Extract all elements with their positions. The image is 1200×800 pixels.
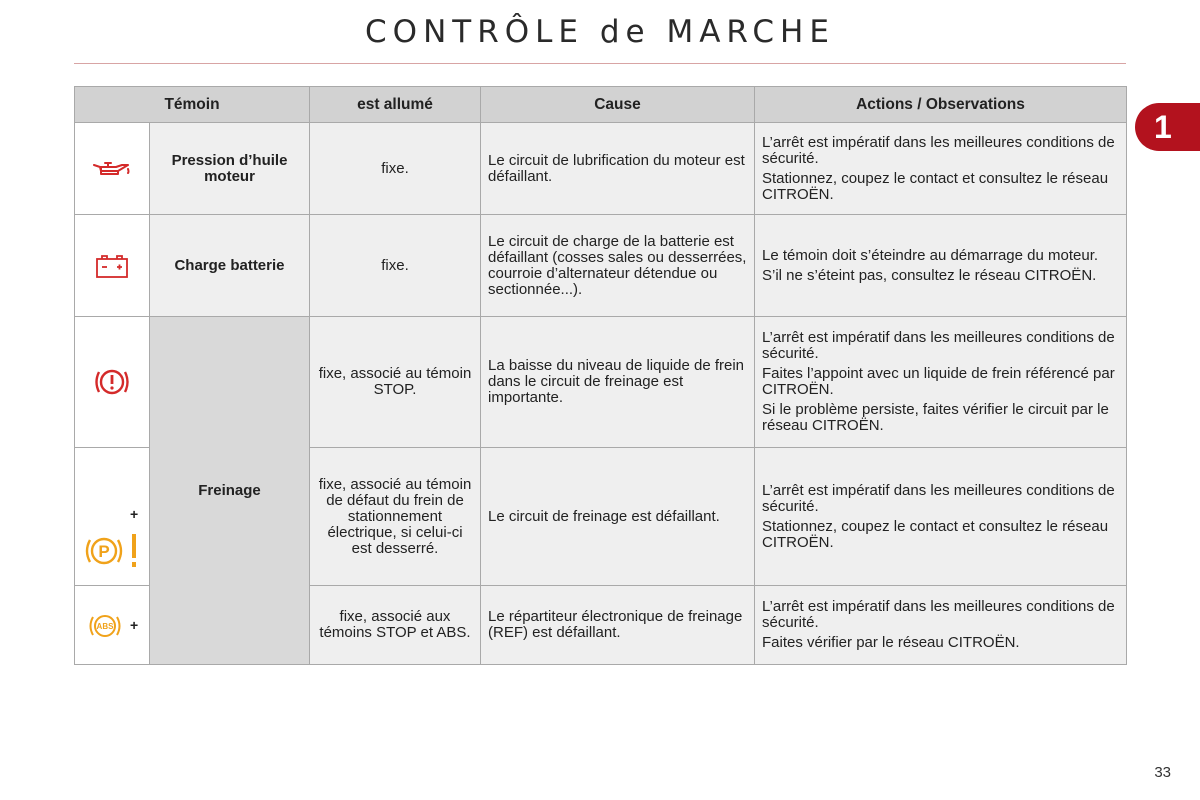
action-text: Stationnez, coupez le contact et consultez le réseau CITROËN. <box>762 169 1109 203</box>
action-text: Stationnez, coupez le contact et consultez le réseau CITROËN. <box>762 517 1109 551</box>
page-number: 33 <box>1154 764 1171 781</box>
lamp-actions <box>755 586 1127 665</box>
table-header-row <box>75 87 1127 123</box>
plus-sign: + <box>130 506 139 522</box>
abs-icon-label: ABS <box>96 622 114 631</box>
lamp-cause: Le répartiteur électronique de freinage (REF) est défaillant. <box>481 586 755 665</box>
chapter-tab: 1 <box>1135 103 1200 151</box>
plus-sign: + <box>130 617 139 633</box>
battery-icon <box>94 256 130 273</box>
lamp-actions <box>755 215 1127 317</box>
action-text: L’arrêt est impératif dans les meilleures conditions de sécurité. <box>762 329 1115 362</box>
page-title: CONTRÔLE de MARCHE <box>365 14 835 50</box>
lamp-cause: Le circuit de charge de la batterie est défaillant (cosses sales ou desserrées, courroie d’alternateur détendue ou sectionnée...). <box>481 215 755 317</box>
svg-text:P: P <box>98 542 110 561</box>
action-text: S’il ne s’éteint pas, consultez le réseau CITROËN. <box>762 266 1097 284</box>
icon-cell <box>75 448 150 586</box>
icon-cell <box>75 586 150 665</box>
action-text: Si le problème persiste, faites vérifier le circuit par le réseau CITROËN. <box>762 401 1109 434</box>
warning-lamps-table <box>74 86 1127 665</box>
lamp-cause: Le circuit de freinage est défaillant. <box>481 448 755 586</box>
table-row <box>75 215 1127 317</box>
icon-cell <box>75 215 150 317</box>
abs-icon <box>85 611 125 641</box>
icon-cell <box>75 123 150 215</box>
action-text: L’arrêt est impératif dans les meilleures conditions de sécurité. <box>762 133 1115 167</box>
action-text: Faites vérifier par le réseau CITROËN. <box>762 634 1020 651</box>
action-text: L’arrêt est impératif dans les meilleures conditions de sécurité. <box>762 481 1115 515</box>
lamp-cause: Le circuit de lubrification du moteur est défaillant. <box>481 123 755 215</box>
lamp-state: fixe. <box>310 123 481 215</box>
brake-warning-icon <box>91 373 133 390</box>
lamp-state: fixe, associé au témoin de défaut du frein de stationnement électrique, si celui-ci est desserré. <box>310 448 481 586</box>
icon-cell <box>75 317 150 448</box>
table-row <box>75 123 1127 215</box>
action-text: Faites l’appoint avec un liquide de frein référencé par CITROËN. <box>762 365 1115 398</box>
lamp-actions <box>755 317 1127 448</box>
lamp-name: Pression d’huile moteur <box>150 123 310 215</box>
lamp-actions <box>755 123 1127 215</box>
lamp-state: fixe, associé aux témoins STOP et ABS. <box>310 586 481 665</box>
header-temoin: Témoin <box>75 87 310 123</box>
lamp-state: fixe. <box>310 215 481 317</box>
lamp-name: Freinage <box>150 317 310 665</box>
lamp-name: Charge batterie <box>150 215 310 317</box>
oil-pressure-icon <box>92 159 132 176</box>
lamp-state: fixe, associé au témoin STOP. <box>310 317 481 448</box>
title-divider <box>74 63 1126 64</box>
lamp-cause: La baisse du niveau de liquide de frein dans le circuit de freinage est importante. <box>481 317 755 448</box>
parking-brake-fault-icon <box>80 532 142 570</box>
header-cause: Cause <box>481 87 755 123</box>
lamp-actions <box>755 448 1127 586</box>
header-state: est allumé <box>310 87 481 123</box>
header-actions: Actions / Observations <box>755 87 1127 123</box>
table-row <box>75 317 1127 448</box>
action-text: Le témoin doit s’éteindre au démarrage du moteur. <box>762 246 1099 264</box>
action-text: L’arrêt est impératif dans les meilleures conditions de sécurité. <box>762 598 1115 631</box>
